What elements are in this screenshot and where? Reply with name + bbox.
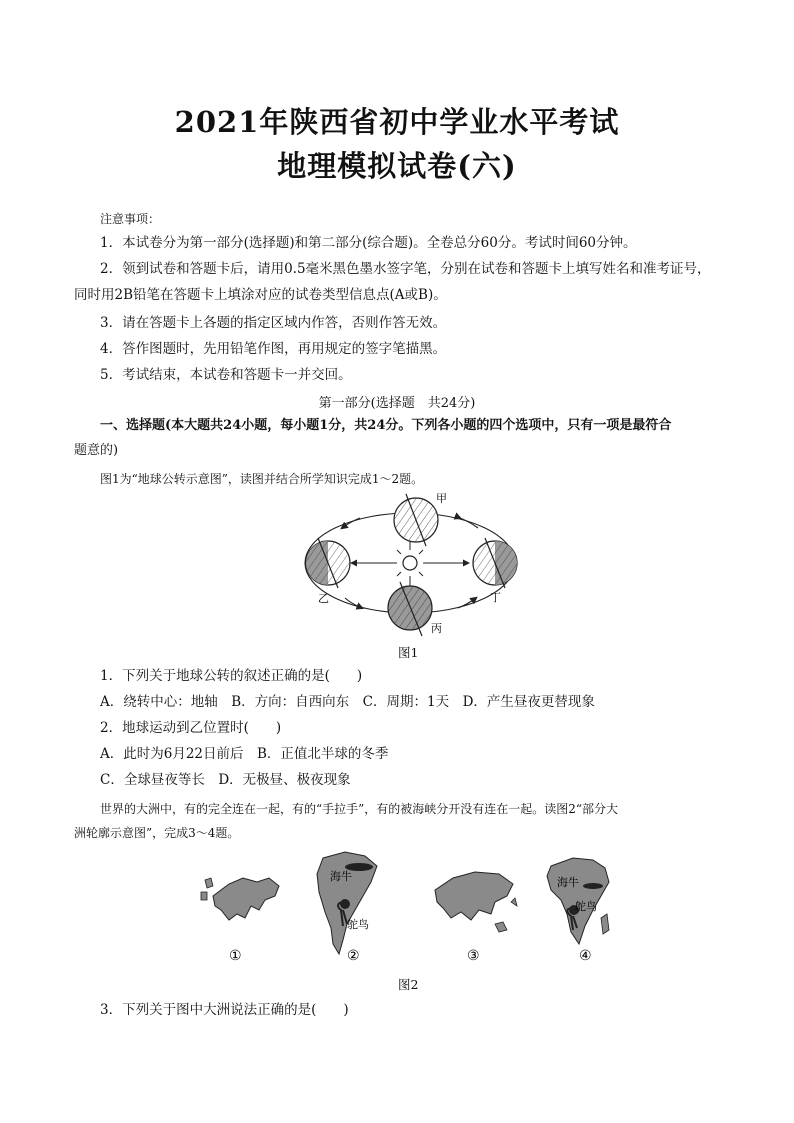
earth-revolution-diagram [290,490,530,640]
note-item-2: 2．领到试卷和答题卡后，请用0.5毫米黑色墨水签字笔，分别在试卷和答题卡上填写姓名和准考证号， [100,261,711,277]
note-item-3: 3．请在答题卡上各题的指定区域内作答，否则作答无效。 [100,315,447,331]
number-4: ④ [579,948,592,964]
asia-map [435,872,517,932]
notes-heading: 注意事项： [100,212,161,226]
south-america-map [317,852,377,954]
figure1-caption: 图1 [398,645,419,660]
earth-ding [473,538,517,588]
note-item-5: 5．考试结束，本试卷和答题卡一并交回。 [100,367,352,383]
part1-instruction-cont: 题意的) [74,443,119,458]
note-item-2-cont: 同时用2B铅笔在答题卡上填涂对应的试卷类型信息点(A或B)。 [74,287,447,303]
earth-yi [306,538,350,588]
label-bing: 丙 [431,622,442,635]
figure2-caption: 图2 [398,977,419,992]
number-1: ① [229,948,242,964]
part1-instruction: 一、选择题(本大题共24小题，每小题1分，共24分。下列各小题的四个选项中，只有一项是最符合 [100,418,672,433]
figure2-intro-cont: 洲轮廓示意图”，完成3～4题。 [74,826,240,840]
af-label-manatee: 海牛 [557,876,579,889]
number-3: ③ [467,948,480,964]
sa-label-ostrich: 鸵鸟 [347,918,369,931]
sun-icon [392,545,428,581]
continents-diagram [195,848,625,968]
label-ding: 丁 [490,591,501,604]
label-yi: 乙 [318,592,329,605]
orbit-arrow-top-left [342,518,360,528]
europe-map [201,878,279,920]
q1-options: A．绕转中心：地轴 B．方向：自西向东 C．周期：1天 D．产生昼夜更替现象 [100,694,595,710]
q3-stem: 3．下列关于图中大洲说法正确的是( ) [100,1002,349,1018]
q1-stem: 1．下列关于地球公转的叙述正确的是( ) [100,668,363,684]
note-item-1: 1．本试卷分为第一部分(选择题)和第二部分(综合题)。全卷总分60分。考试时间60分钟。 [100,235,637,251]
exam-subtitle: 地理模拟试卷(六) [277,149,517,183]
orbit-arrow-top-right [460,518,478,528]
sa-label-manatee: 海牛 [330,870,352,883]
manatee-icon-africa [583,883,603,889]
note-item-4: 4．答作图题时，先用铅笔作图，再用规定的签字笔描黑。 [100,341,447,357]
af-label-ostrich: 鸵鸟 [575,900,597,913]
part1-heading: 第一部分(选择题 共24分) [318,396,476,411]
number-2: ② [347,948,360,964]
q2-stem: 2．地球运动到乙位置时( ) [100,720,282,736]
figure2-intro: 世界的大洲中，有的完全连在一起，有的“手拉手”，有的被海峡分开没有连在一起。读图2“部分大 [100,802,619,816]
earth-bing [388,582,432,636]
q2-options-cd: C．全球昼夜等长 D．无极昼、极夜现象 [100,772,351,788]
figure1-intro: 图1为“地球公转示意图”，读图并结合所学知识完成1～2题。 [100,472,424,486]
q2-options-ab: A．此时为6月22日前后 B．正值北半球的冬季 [100,746,389,762]
exam-title: 2021年陕西省初中学业水平考试 [174,105,620,139]
label-jia: 甲 [436,492,447,505]
earth-jia [394,494,438,546]
